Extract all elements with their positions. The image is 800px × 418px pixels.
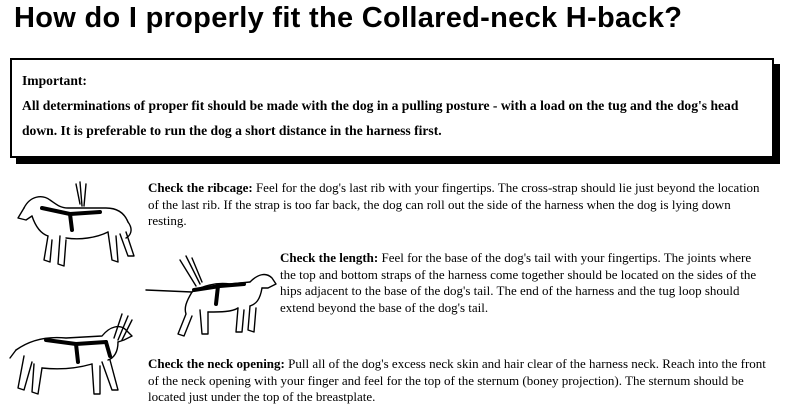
neck-opening-check-text: Pull all of the dog's excess neck skin and hair clear of the harness neck. Reach into the front of the neck opening with your finger and feel for the top of the sternum (boney projection). The sternum should be located just under the top of the breastplate. [148, 356, 766, 404]
ribcage-check-heading: Check the ribcage: [148, 180, 253, 195]
length-check-text: Feel for the base of the dog's tail with your fingertips. The joints where the top and bottom straps of the harness come together should be located on the sides of the hips adjacent to the base of the dog's tail. The end of the harness and the tug loop should extend beyond the base of the dog's tail. [280, 250, 757, 315]
length-check [280, 250, 768, 316]
length-check-heading: Check the length: [280, 250, 379, 265]
ribcage-check-illustration [10, 178, 140, 278]
neck-opening-check [148, 356, 768, 406]
page-title: How do I properly fit the Collared-neck H-back? [14, 2, 683, 34]
important-text: All determinations of proper fit should be made with the dog in a pulling posture - with a load on the tug and the dog's head down. It is preferable to run the dog a short distance in the harness first. [22, 98, 739, 138]
length-check-illustration [140, 246, 280, 346]
neck-check-illustration [6, 310, 146, 418]
ribcage-check [148, 180, 768, 230]
ribcage-check-text: Feel for the dog's last rib with your fingertips. The cross-strap should lie just beyond the location of the last rib. If the strap is too far back, the dog can roll out the side of the harness when the dog is lying down resting. [148, 180, 760, 228]
important-heading: Important: [22, 73, 87, 88]
neck-opening-check-heading: Check the neck opening: [148, 356, 285, 371]
important-box [10, 58, 774, 158]
